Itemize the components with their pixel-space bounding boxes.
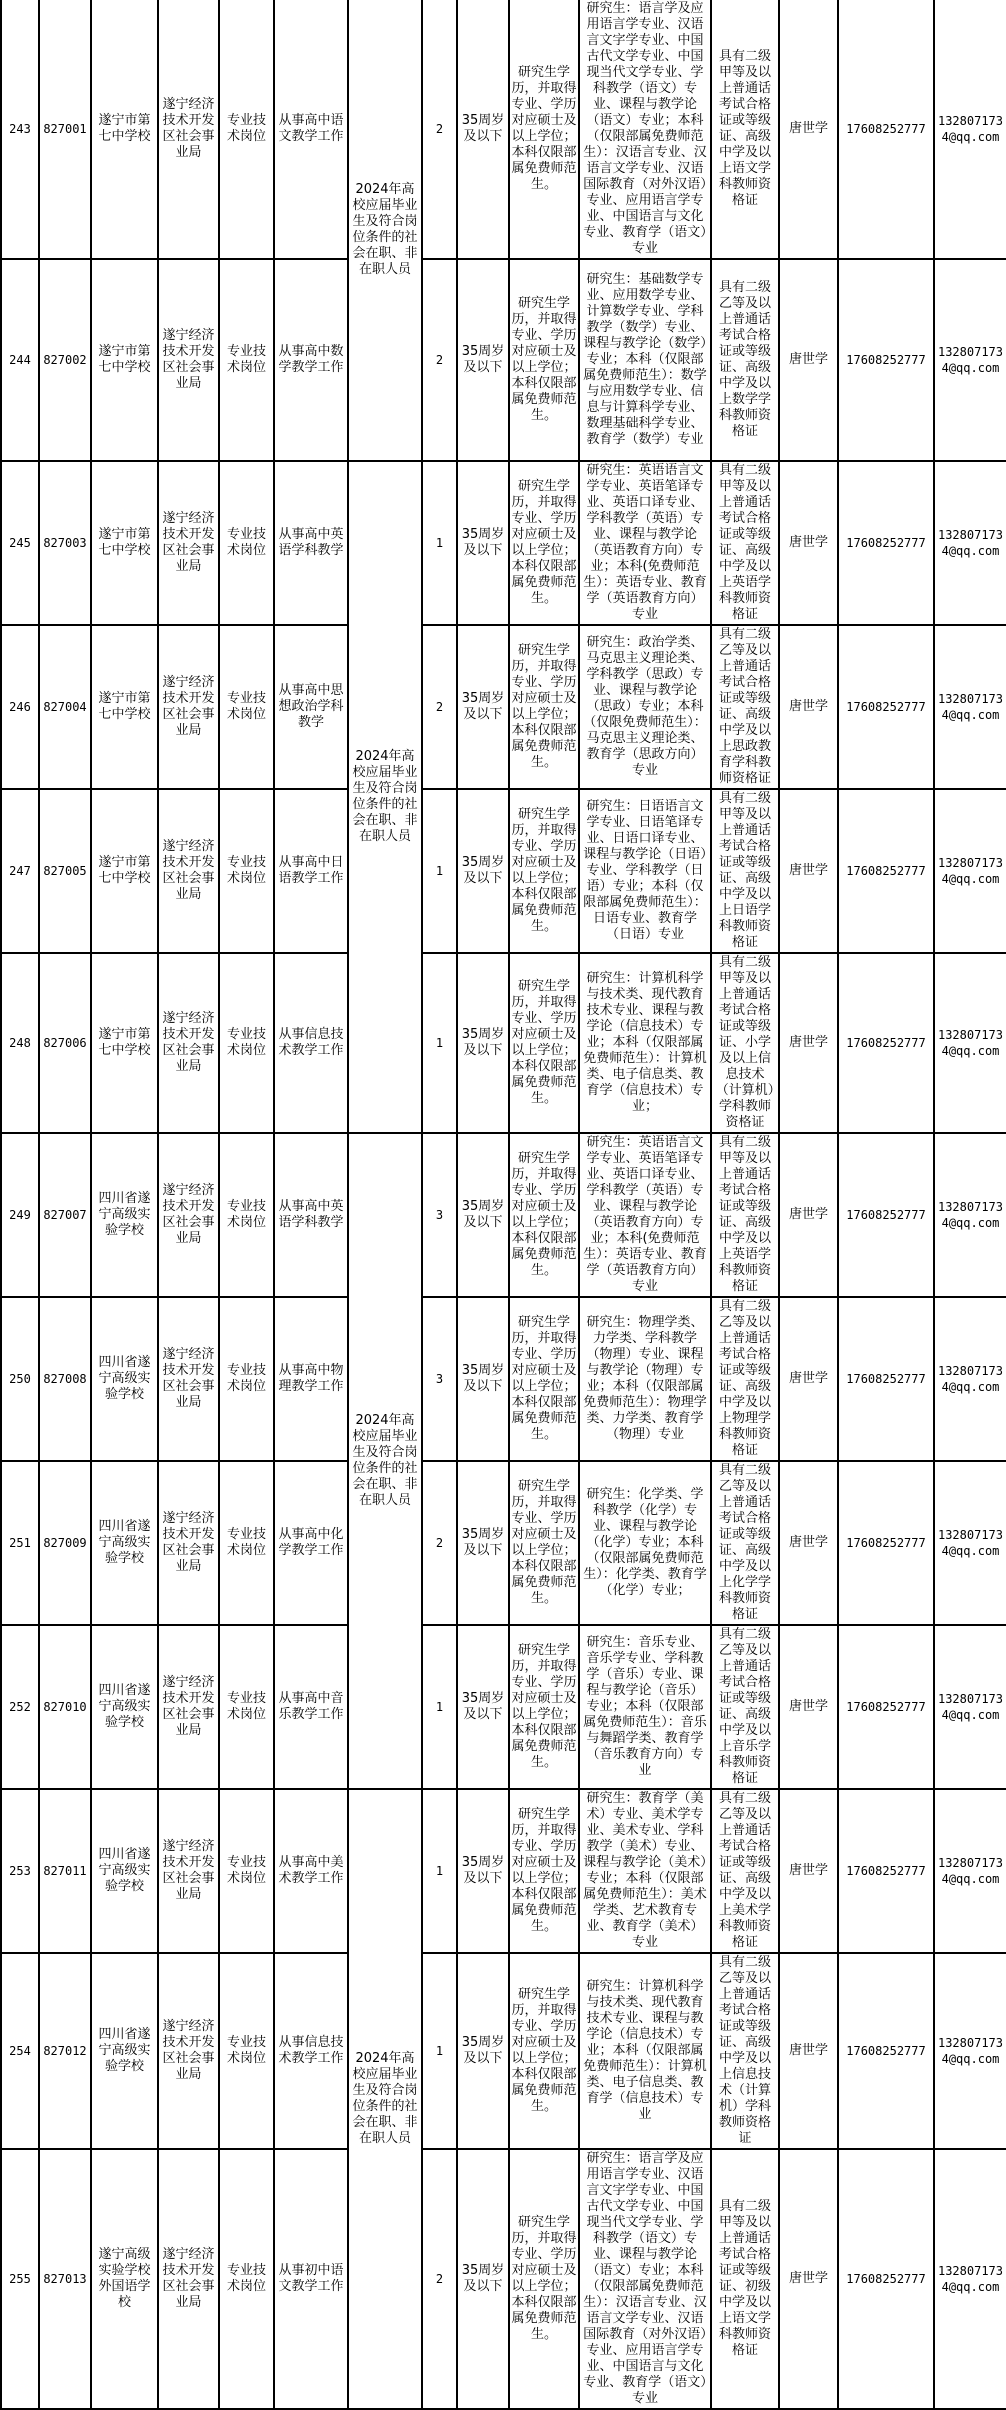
cell-education: 研究生学历，并取得专业、学历对应硕士及以上学位；本科仅限部属免费师范生。 xyxy=(509,625,579,789)
cell-contact-name: 唐世学 xyxy=(779,1789,838,1953)
cell-seq: 248 xyxy=(1,953,39,1133)
cell-duty: 从事信息技术教学工作 xyxy=(274,1953,348,2149)
cell-quota: 2 xyxy=(422,1461,457,1625)
cell-certificates: 具有二级乙等及以上普通话考试合格证或等级证、高级中学及以上信息技术（计算机）学科教师资格证 xyxy=(711,1953,779,2149)
cell-email: 1328071734@qq.com xyxy=(934,259,1006,461)
cell-department: 遂宁经济技术开发区社会事业局 xyxy=(158,1789,219,1953)
cell-major: 研究生：化学类、学科教学（化学）专业、课程与教学论（化学）专业；本科（仅限部属免费师范生）：化学类、教育学（化学）专业； xyxy=(579,1461,711,1625)
cell-post-type: 专业技术岗位 xyxy=(219,259,274,461)
cell-education: 研究生学历，并取得专业、学历对应硕士及以上学位；本科仅限部属免费师范生。 xyxy=(509,1297,579,1461)
cell-department: 遂宁经济技术开发区社会事业局 xyxy=(158,1133,219,1297)
cell-major: 研究生：语言学及应用语言学专业、汉语言文字学专业、中国古代文学专业、中国现当代文学专业、学科教学（语文）专业、课程与教学论（语文）专业；本科（仅限部属免费师范生）：汉语言专业、汉语言文学专业、汉语国际教育（对外汉语）专业、应用语言学专业、中国语言与文化专业、教育学（语文）专业 xyxy=(579,2149,711,2409)
cell-seq: 245 xyxy=(1,461,39,625)
cell-email: 1328071734@qq.com xyxy=(934,1297,1006,1461)
cell-education: 研究生学历，并取得专业、学历对应硕士及以上学位；本科仅限部属免费师范生。 xyxy=(509,953,579,1133)
cell-duty: 从事高中语文教学工作 xyxy=(274,0,348,259)
cell-major: 研究生：音乐专业、音乐学专业、学科教学（音乐）专业、课程与教学论（音乐）专业；本科（仅限部属免费师范生）：音乐与舞蹈学类、教育学（音乐教育方向）专业 xyxy=(579,1625,711,1789)
cell-post-type: 专业技术岗位 xyxy=(219,789,274,953)
table-row xyxy=(1,1625,1006,1789)
cell-education: 研究生学历，并取得专业、学历对应硕士及以上学位；本科仅限部属免费师范生。 xyxy=(509,1461,579,1625)
cell-department: 遂宁经济技术开发区社会事业局 xyxy=(158,461,219,625)
cell-phone: 17608252777 xyxy=(838,1461,934,1625)
cell-major: 研究生：教育学（美术）专业、美术学专业、美术专业、学科教学（美术）专业、课程与教学论（美术）专业；本科（仅限部属免费师范生）：美术学类、艺术教育专业、教育学（美术）专业 xyxy=(579,1789,711,1953)
cell-seq: 249 xyxy=(1,1133,39,1297)
cell-code: 827001 xyxy=(39,0,91,259)
cell-education: 研究生学历，并取得专业、学历对应硕士及以上学位；本科仅限部属免费师范生。 xyxy=(509,0,579,259)
cell-certificates: 具有二级乙等及以上普通话考试合格证或等级证、高级中学及以上美术学科教师资格证 xyxy=(711,1789,779,1953)
cell-department: 遂宁经济技术开发区社会事业局 xyxy=(158,1297,219,1461)
cell-post-type: 专业技术岗位 xyxy=(219,461,274,625)
cell-code: 827008 xyxy=(39,1297,91,1461)
cell-code: 827009 xyxy=(39,1461,91,1625)
cell-quota: 3 xyxy=(422,1297,457,1461)
cell-post-type: 专业技术岗位 xyxy=(219,953,274,1133)
cell-duty: 从事高中数学教学工作 xyxy=(274,259,348,461)
cell-phone: 17608252777 xyxy=(838,789,934,953)
cell-post-type: 专业技术岗位 xyxy=(219,1789,274,1953)
cell-quota: 1 xyxy=(422,1953,457,2149)
table-row xyxy=(1,2149,1006,2409)
table-row xyxy=(1,953,1006,1133)
cell-email: 1328071734@qq.com xyxy=(934,461,1006,625)
cell-phone: 17608252777 xyxy=(838,0,934,259)
cell-certificates: 具有二级甲等及以上普通话考试合格证或等级证、高级中学及以上英语学科教师资格证 xyxy=(711,1133,779,1297)
cell-email: 1328071734@qq.com xyxy=(934,0,1006,259)
cell-code: 827006 xyxy=(39,953,91,1133)
cell-phone: 17608252777 xyxy=(838,1133,934,1297)
cell-department: 遂宁经济技术开发区社会事业局 xyxy=(158,2149,219,2409)
cell-seq: 243 xyxy=(1,0,39,259)
cell-post-type: 专业技术岗位 xyxy=(219,1625,274,1789)
cell-school: 遂宁市第七中学校 xyxy=(91,789,158,953)
cell-quota: 2 xyxy=(422,0,457,259)
cell-certificates: 具有二级乙等及以上普通话考试合格证或等级证、高级中学及以上数学学科教师资格证 xyxy=(711,259,779,461)
cell-code: 827005 xyxy=(39,789,91,953)
cell-school: 四川省遂宁高级实验学校 xyxy=(91,1133,158,1297)
cell-seq: 255 xyxy=(1,2149,39,2409)
cell-seq: 252 xyxy=(1,1625,39,1789)
cell-school: 四川省遂宁高级实验学校 xyxy=(91,1625,158,1789)
cell-contact-name: 唐世学 xyxy=(779,789,838,953)
cell-seq: 244 xyxy=(1,259,39,461)
table-row xyxy=(1,461,1006,625)
cell-code: 827011 xyxy=(39,1789,91,1953)
cell-certificates: 具有二级乙等及以上普通话考试合格证或等级证、高级中学及以上音乐学科教师资格证 xyxy=(711,1625,779,1789)
cell-seq: 250 xyxy=(1,1297,39,1461)
cell-age-limit: 35周岁及以下 xyxy=(457,1789,509,1953)
cell-school: 四川省遂宁高级实验学校 xyxy=(91,1461,158,1625)
cell-education: 研究生学历，并取得专业、学历对应硕士及以上学位；本科仅限部属免费师范生。 xyxy=(509,1133,579,1297)
cell-certificates: 具有二级乙等及以上普通话考试合格证或等级证、高级中学及以上物理学科教师资格证 xyxy=(711,1297,779,1461)
cell-quota: 2 xyxy=(422,259,457,461)
cell-education: 研究生学历，并取得专业、学历对应硕士及以上学位；本科仅限部属免费师范生。 xyxy=(509,1953,579,2149)
cell-contact-name: 唐世学 xyxy=(779,0,838,259)
table-row xyxy=(1,1953,1006,2149)
cell-phone: 17608252777 xyxy=(838,259,934,461)
cell-duty: 从事信息技术教学工作 xyxy=(274,953,348,1133)
cell-department: 遂宁经济技术开发区社会事业局 xyxy=(158,625,219,789)
cell-major: 研究生：政治学类、马克思主义理论类、学科教学（思政）专业、课程与教学论（思政）专业；本科（仅限免费师范生）：马克思主义理论类、教育学（思政方向）专业 xyxy=(579,625,711,789)
cell-major: 研究生：英语语言文学专业、英语笔译专业、英语口译专业、学科教学（英语）专业、课程与教学论（英语教育方向）专业；本科(免费师范生）：英语专业、教育学（英语教育方向）专业 xyxy=(579,461,711,625)
cell-phone: 17608252777 xyxy=(838,2149,934,2409)
cell-education: 研究生学历，并取得专业、学历对应硕士及以上学位；本科仅限部属免费师范生。 xyxy=(509,1789,579,1953)
cell-age-limit: 35周岁及以下 xyxy=(457,789,509,953)
cell-email: 1328071734@qq.com xyxy=(934,625,1006,789)
cell-code: 827013 xyxy=(39,2149,91,2409)
cell-seq: 247 xyxy=(1,789,39,953)
cell-education: 研究生学历，并取得专业、学历对应硕士及以上学位；本科仅限部属免费师范生。 xyxy=(509,2149,579,2409)
cell-major: 研究生：日语语言文学专业、日语笔译专业、日语口译专业、课程与教学论（日语）专业、学科教学（日语）专业；本科（仅限部属免费师范生）：日语专业、教育学（日语）专业 xyxy=(579,789,711,953)
table-row xyxy=(1,1133,1006,1297)
cell-email: 1328071734@qq.com xyxy=(934,953,1006,1133)
cell-contact-name: 唐世学 xyxy=(779,1133,838,1297)
cell-age-limit: 35周岁及以下 xyxy=(457,625,509,789)
cell-contact-name: 唐世学 xyxy=(779,953,838,1133)
cell-contact-name: 唐世学 xyxy=(779,625,838,789)
cell-phone: 17608252777 xyxy=(838,1953,934,2149)
cell-post-type: 专业技术岗位 xyxy=(219,625,274,789)
cell-duty: 从事高中美术教学工作 xyxy=(274,1789,348,1953)
cell-major: 研究生：英语语言文学专业、英语笔译专业、英语口译专业、学科教学（英语）专业、课程与教学论（英语教育方向）专业；本科(免费师范生）：英语专业、教育学（英语教育方向）专业 xyxy=(579,1133,711,1297)
cell-recruit-target: 2024年高校应届毕业生及符合岗位条件的社会在职、非在职人员 xyxy=(348,461,422,1133)
cell-duty: 从事高中英语学科教学 xyxy=(274,461,348,625)
cell-department: 遂宁经济技术开发区社会事业局 xyxy=(158,1953,219,2149)
cell-duty: 从事高中化学教学工作 xyxy=(274,1461,348,1625)
table-row xyxy=(1,625,1006,789)
cell-seq: 254 xyxy=(1,1953,39,2149)
cell-certificates: 具有二级甲等及以上普通话考试合格证或等级证、小学及以上信息技术（计算机）学科教师资格证 xyxy=(711,953,779,1133)
cell-post-type: 专业技术岗位 xyxy=(219,1461,274,1625)
cell-post-type: 专业技术岗位 xyxy=(219,1297,274,1461)
cell-major: 研究生：物理学类、力学类、学科教学（物理）专业、课程与教学论（物理）专业；本科（仅限部属免费师范生）：物理学类、力学类、教育学（物理）专业 xyxy=(579,1297,711,1461)
table-row xyxy=(1,259,1006,461)
cell-education: 研究生学历，并取得专业、学历对应硕士及以上学位；本科仅限部属免费师范生。 xyxy=(509,789,579,953)
cell-quota: 1 xyxy=(422,1789,457,1953)
cell-phone: 17608252777 xyxy=(838,1789,934,1953)
cell-email: 1328071734@qq.com xyxy=(934,1953,1006,2149)
cell-email: 1328071734@qq.com xyxy=(934,1625,1006,1789)
cell-phone: 17608252777 xyxy=(838,1625,934,1789)
cell-major: 研究生：计算机科学与技术类、现代教育技术专业、课程与教学论（信息技术）专业；本科（仅限部属免费师范生）：计算机类、电子信息类、教育学（信息技术）专业； xyxy=(579,953,711,1133)
cell-code: 827010 xyxy=(39,1625,91,1789)
cell-phone: 17608252777 xyxy=(838,625,934,789)
cell-code: 827003 xyxy=(39,461,91,625)
cell-age-limit: 35周岁及以下 xyxy=(457,259,509,461)
cell-seq: 251 xyxy=(1,1461,39,1625)
cell-email: 1328071734@qq.com xyxy=(934,1133,1006,1297)
cell-quota: 3 xyxy=(422,1133,457,1297)
cell-age-limit: 35周岁及以下 xyxy=(457,1625,509,1789)
cell-department: 遂宁经济技术开发区社会事业局 xyxy=(158,259,219,461)
cell-code: 827004 xyxy=(39,625,91,789)
cell-contact-name: 唐世学 xyxy=(779,1297,838,1461)
cell-school: 遂宁市第七中学校 xyxy=(91,625,158,789)
cell-contact-name: 唐世学 xyxy=(779,1461,838,1625)
table-row xyxy=(1,1789,1006,1953)
cell-department: 遂宁经济技术开发区社会事业局 xyxy=(158,789,219,953)
table-row xyxy=(1,1461,1006,1625)
cell-code: 827002 xyxy=(39,259,91,461)
cell-contact-name: 唐世学 xyxy=(779,1953,838,2149)
cell-duty: 从事初中语文教学工作 xyxy=(274,2149,348,2409)
cell-phone: 17608252777 xyxy=(838,1297,934,1461)
cell-email: 1328071734@qq.com xyxy=(934,789,1006,953)
cell-certificates: 具有二级乙等及以上普通话考试合格证或等级证、高级中学及以上化学学科教师资格证 xyxy=(711,1461,779,1625)
cell-education: 研究生学历，并取得专业、学历对应硕士及以上学位；本科仅限部属免费师范生。 xyxy=(509,259,579,461)
cell-department: 遂宁经济技术开发区社会事业局 xyxy=(158,953,219,1133)
cell-email: 1328071734@qq.com xyxy=(934,1461,1006,1625)
cell-quota: 2 xyxy=(422,2149,457,2409)
cell-duty: 从事高中日语教学工作 xyxy=(274,789,348,953)
cell-post-type: 专业技术岗位 xyxy=(219,1133,274,1297)
cell-school: 遂宁市第七中学校 xyxy=(91,0,158,259)
cell-code: 827007 xyxy=(39,1133,91,1297)
cell-education: 研究生学历，并取得专业、学历对应硕士及以上学位；本科仅限部属免费师范生。 xyxy=(509,1625,579,1789)
cell-recruit-target: 2024年高校应届毕业生及符合岗位条件的社会在职、非在职人员 xyxy=(348,0,422,461)
cell-duty: 从事高中物理教学工作 xyxy=(274,1297,348,1461)
cell-certificates: 具有二级甲等及以上普通话考试合格证或等级证、高级中学及以上日语学科教师资格证 xyxy=(711,789,779,953)
cell-contact-name: 唐世学 xyxy=(779,1625,838,1789)
cell-school: 四川省遂宁高级实验学校 xyxy=(91,1297,158,1461)
cell-duty: 从事高中音乐教学工作 xyxy=(274,1625,348,1789)
cell-email: 1328071734@qq.com xyxy=(934,1789,1006,1953)
cell-quota: 1 xyxy=(422,461,457,625)
cell-contact-name: 唐世学 xyxy=(779,259,838,461)
cell-seq: 246 xyxy=(1,625,39,789)
cell-contact-name: 唐世学 xyxy=(779,461,838,625)
cell-email: 1328071734@qq.com xyxy=(934,2149,1006,2409)
cell-recruit-target: 2024年高校应届毕业生及符合岗位条件的社会在职、非在职人员 xyxy=(348,1133,422,1789)
cell-education: 研究生学历，并取得专业、学历对应硕士及以上学位；本科仅限部属免费师范生。 xyxy=(509,461,579,625)
cell-phone: 17608252777 xyxy=(838,461,934,625)
cell-age-limit: 35周岁及以下 xyxy=(457,0,509,259)
cell-department: 遂宁经济技术开发区社会事业局 xyxy=(158,1461,219,1625)
cell-school: 遂宁市第七中学校 xyxy=(91,259,158,461)
cell-duty: 从事高中思想政治学科教学 xyxy=(274,625,348,789)
cell-school: 四川省遂宁高级实验学校 xyxy=(91,1953,158,2149)
cell-phone: 17608252777 xyxy=(838,953,934,1133)
cell-age-limit: 35周岁及以下 xyxy=(457,2149,509,2409)
cell-duty: 从事高中英语学科教学 xyxy=(274,1133,348,1297)
cell-code: 827012 xyxy=(39,1953,91,2149)
cell-certificates: 具有二级甲等及以上普通话考试合格证或等级证、高级中学及以上语文学科教师资格证 xyxy=(711,0,779,259)
cell-contact-name: 唐世学 xyxy=(779,2149,838,2409)
cell-recruit-target: 2024年高校应届毕业生及符合岗位条件的社会在职、非在职人员 xyxy=(348,1789,422,2409)
cell-post-type: 专业技术岗位 xyxy=(219,0,274,259)
cell-certificates: 具有二级甲等及以上普通话考试合格证或等级证、初级中学及以上语文学科教师资格证 xyxy=(711,2149,779,2409)
cell-certificates: 具有二级甲等及以上普通话考试合格证或等级证、高级中学及以上英语学科教师资格证 xyxy=(711,461,779,625)
cell-school: 四川省遂宁高级实验学校 xyxy=(91,1789,158,1953)
cell-department: 遂宁经济技术开发区社会事业局 xyxy=(158,0,219,259)
cell-school: 遂宁市第七中学校 xyxy=(91,953,158,1133)
cell-school: 遂宁市第七中学校 xyxy=(91,461,158,625)
cell-age-limit: 35周岁及以下 xyxy=(457,1297,509,1461)
cell-quota: 1 xyxy=(422,953,457,1133)
cell-post-type: 专业技术岗位 xyxy=(219,2149,274,2409)
cell-major: 研究生：计算机科学与技术类、现代教育技术专业、课程与教学论（信息技术）专业；本科（仅限部属免费师范生）：计算机类、电子信息类、教育学（信息技术）专业 xyxy=(579,1953,711,2149)
cell-department: 遂宁经济技术开发区社会事业局 xyxy=(158,1625,219,1789)
cell-quota: 1 xyxy=(422,1625,457,1789)
cell-seq: 253 xyxy=(1,1789,39,1953)
cell-certificates: 具有二级乙等及以上普通话考试合格证或等级证、高级中学及以上思政教育学科教师资格证 xyxy=(711,625,779,789)
cell-age-limit: 35周岁及以下 xyxy=(457,1133,509,1297)
cell-quota: 2 xyxy=(422,625,457,789)
cell-age-limit: 35周岁及以下 xyxy=(457,953,509,1133)
cell-post-type: 专业技术岗位 xyxy=(219,1953,274,2149)
cell-school: 遂宁高级实验学校外国语学校 xyxy=(91,2149,158,2409)
cell-quota: 1 xyxy=(422,789,457,953)
cell-major: 研究生：语言学及应用语言学专业、汉语言文字学专业、中国古代文学专业、中国现当代文学专业、学科教学（语文）专业、课程与教学论（语文）专业；本科（仅限部属免费师范生）：汉语言专业、汉语言文学专业、汉语国际教育（对外汉语）专业、应用语言学专业、中国语言与文化专业、教育学（语文）专业 xyxy=(579,0,711,259)
cell-age-limit: 35周岁及以下 xyxy=(457,1461,509,1625)
cell-age-limit: 35周岁及以下 xyxy=(457,1953,509,2149)
table-row xyxy=(1,789,1006,953)
table-row xyxy=(1,0,1006,259)
table-row xyxy=(1,1297,1006,1461)
cell-major: 研究生：基础数学专业、应用数学专业、计算数学专业、学科教学（数学）专业、课程与教学论（数学）专业；本科（仅限部属免费师范生）：数学与应用数学专业、信息与计算科学专业、数理基础科学专业、教育学（数学）专业 xyxy=(579,259,711,461)
cell-age-limit: 35周岁及以下 xyxy=(457,461,509,625)
